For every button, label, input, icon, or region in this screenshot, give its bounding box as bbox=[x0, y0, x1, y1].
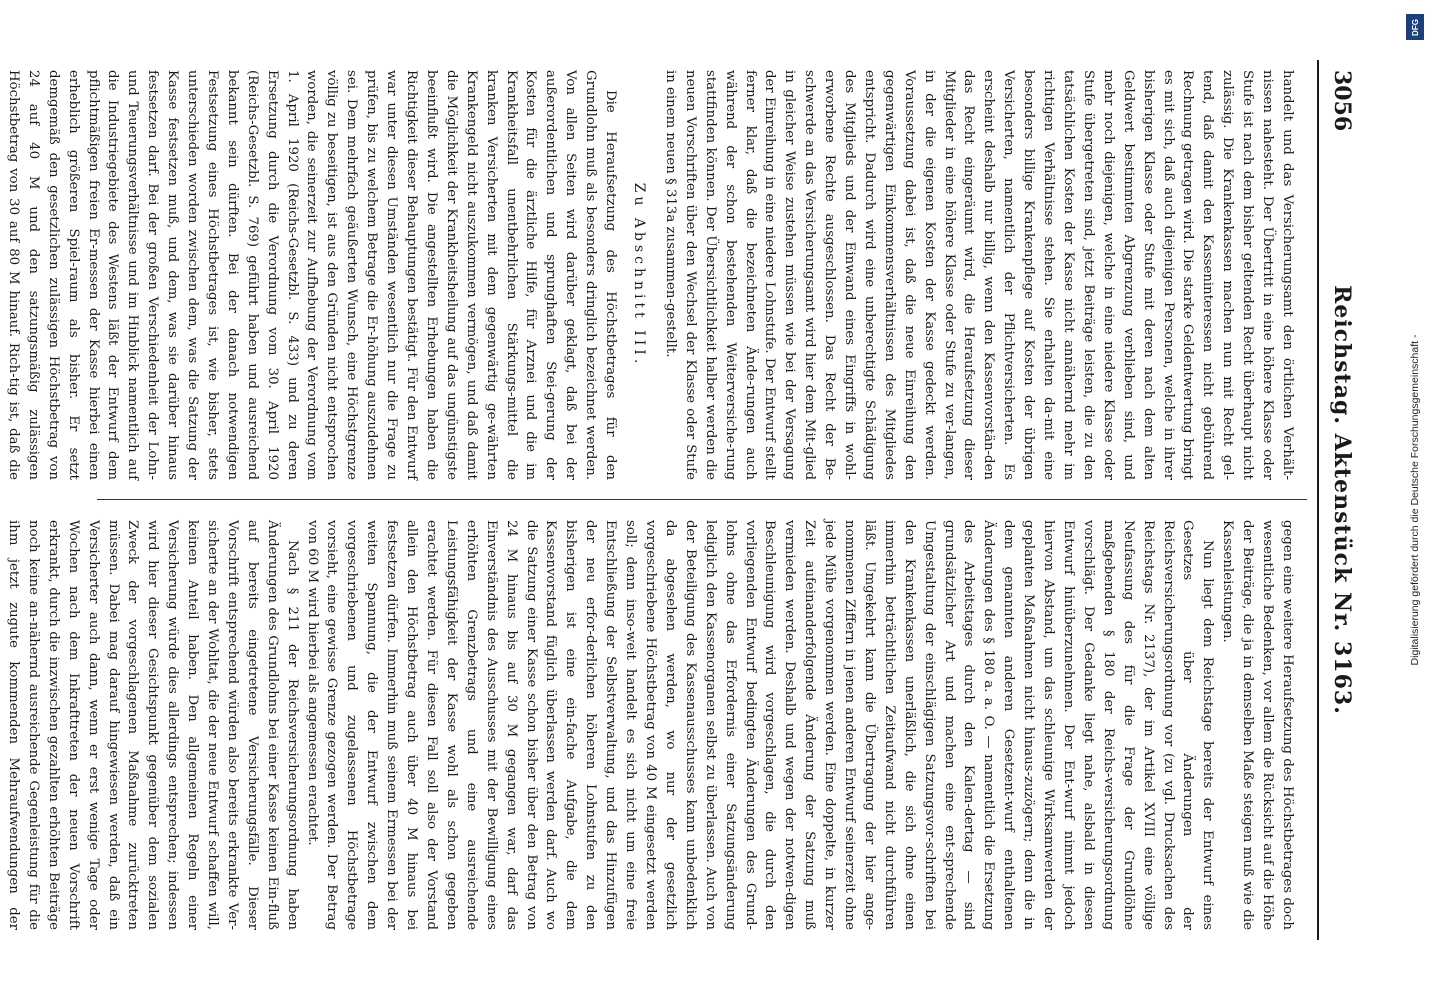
page-number: 3056 bbox=[1329, 70, 1355, 132]
page-header bbox=[1317, 60, 1367, 940]
document-page bbox=[5, 60, 1367, 940]
credit-text: Digitalisierung gefördert durch die Deutsche Forschungsgemeinschaft - bbox=[1409, 334, 1421, 666]
paragraph: handelt und das Versicherungsamt den örtlichen Verhält-nissen nahesteht. Der Übertritt in eine höhere Klasse oder Stufe ist nach dem bisher geltenden Recht überhaupt nicht zulässig. Die Krankenkassen machen nun mit Recht gel-tend, daß damit den Kasseninteressen nicht gebührend Rechnung getragen wird. Die starke Geldentwertung bringt es mit sich, daß auch diejenigen Personen, welche in ihrer bisherigen Klasse oder Stufe mit deren nach dem alten Geldwert bestimmten Abgrenzung verblieben sind, und mehr noch diejenigen, welche in eine niedere Klasse oder Stufe übergetreten sind, jetzt Beiträge leisten, die zu den tatsächlichen Kosten der Kasse nicht annähernd mehr im richtigen Verhältnisse stehen. Sie erhalten da-mit eine besonders billige Krankenpflege auf Kosten der übrigen Versicherten, namentlich der Pflichtversicherten. Es erscheint deshalb nur billig, wenn den Kassenvorstän-den das Recht eingeräumt wird, die Heraufsetzung dieser Mitglieder in eine höhere Klasse oder Stufe zu ver-langen, in der die eigenen Kosten der Kasse gedeckt werden. Voraussetzung dabei ist, daß die neue Einreihung den gegenwärtigen Einkommensverhältnissen des Mitgliedes entspricht. Dadurch wird eine unberechtigte Schädigung des Mitglieds und der Einwand eines Eingriffs in wohl-erworbene Rechte ausgeschlossen. Das Recht der Be-schwerde an das Versicherungsamt wird hier dem Mit-glied in gleicher Weise zustehen müssen wie bei der Versagung der Einreihung in eine niedere Lohnstufe. Der Entwurf stellt ferner klar, daß die bezeichneten Ände-rungen auch während der schon bestehenden Weiterversiche-rung stattfinden können. Der Übersichtlichkeit halber werden die neuen Vorschriften über den Wechsel der Klasse oder Stufe in einem neuen § 313a zusammen-gestellt. bbox=[662, 70, 1295, 480]
paragraph: Nach § 211 der Reichsversicherungsordnung haben Änderungen des Grundlohns bei einer Kasse keinen Ein-fluß auf bereits eingetretene Versicherungsfälle. Dieser Vorschrift entsprechend würden also bereits erkrankte Ver-sicherte an der Wohltat, die der neue Entwurf schaffen will, keinen Anteil haben. Den allgemeinen Regeln einer Versicherung würde dies allerdings entsprechen; indessen wird hier dieser Gesichtspunkt gegenüber dem sozialen Zweck der vorgeschlagenen Maßnahme zurücktreten müssen. Dabei mag darauf hingewiesen werden, daß ein Versicherter auch dann, wenn er erst wenige Tage oder Wochen nach dem Inkrafttreten der neuen Vorschrift erkrankt, durch die inzwischen gezahlten erhöhten Beiträge noch keine an-nähernd ausreichende Gegenleistung für die ihm jetzt zugute kommenden Mehraufwendungen der bbox=[6, 520, 300, 930]
left-column bbox=[5, 70, 1297, 480]
paragraph: Die Heraufsetzung des Höchstbetrages für den Grundlohn muß als besonders dringlich bezeichnet werden. Von allen Seiten wird darüber geklagt, daß bei der außerordentlichen und sprunghaften Stei-gerung der Kosten für die ärztliche Hilfe, für Arznei und die im Krankheitsfall unentbehrlichen Stärkungs-mittel die kranken Versicherten mit dem gegenwärtig ge-währten Krankengeld nicht auszukommen vermögen, und daß damit die Möglichkeit der Krankheitsheilung auf das ungünstigste beeinflußt wird. Die angestellten Erhebungen haben die Richtigkeit dieser Behauptungen bestätigt. Für den Entwurf war unter diesen Umständen wesentlich nur die Frage zu prüfen, bis zu welchem Betrage die Er-höhung auszudehnen sei. Dem mehrfach geäußerten Wunsch, eine Höchstgrenze völlig zu beseitigen, ist aus den Gründen nicht entsprochen worden, die seinerzeit zur Aufhebung der Verordnung vom 1. April 1920 (Reichs-Gesetzbl. S. 433) und zu deren Ersetzung durch die Verordnung vom 30. April 1920 (Reichs-Gesetzbl. S. 769) geführt haben und ausreichend bekannt sein dürften. Bei der danach notwendigen Festsetzung eines Höchstbetrages ist, wie bisher, stets unterschieden worden zwischen dem, was die Satzung der Kasse festsetzen muß, und dem, was sie darüber hinaus festsetzen darf. Bei der großen Verschiedenheit der Lohn- und Teuerungsverhältnisse und im Hinblick namentlich auf die Industriegebiete des Westens läßt der Entwurf dem pflichtmäßigen freien Er-messen der Kasse hierbei einen erheblich größeren Spiel-raum als bisher. Er setzt demgemäß den gesetzlichen zulässigen Höchstbetrag von 24 auf 40 M und den satzungsmäßig zulässigen Höchstbetrag von 30 auf 80 M hinauf. Rich-tig ist, daß die bbox=[5, 70, 619, 480]
paragraph: gegen eine weitere Heraufsetzung des Höchstbetrages doch wesentliche Bedenken, vor allem die Rücksicht auf die Höhe der Beiträge, die ja in demselben Maße steigen muß wie die Kassenleistungen. bbox=[1220, 520, 1295, 930]
column-divider bbox=[97, 499, 1307, 500]
right-column bbox=[6, 520, 1297, 930]
page-title: Reichstag. Aktenstück Nr. 3163. bbox=[1329, 285, 1355, 715]
dfg-logo: DFG bbox=[1406, 14, 1424, 40]
paragraph: Nun liegt dem Reichstage bereits der Entwurf eines Gesetzes über Änderungen der Reichsversicherungsordnung vor (zu vgl. Drucksachen des Reichstags Nr. 2137), der im Artikel XVIII eine völlige Neufassung des für die Frage der Grundlöhne maßgebenden § 180 der Reichs-versicherungsordnung vorschlägt. Der Gedanke liegt nahe, alsbald in diesen Entwurf hinüberzunehmen. Der Ent-wurf nimmt jedoch hiervon Abstand, um das schleunige Wirksamwerden der geplanten Maßnahmen nicht hinaus-zuzögern; denn die in dem genannten anderen Gesetzent-wurf enthaltenen Änderungen des § 180 a. a. O. — namentlich die Ersetzung des Arbeitstages durch den Kalen-dertag — sind grundsätzlicher Art und machen eine ent-sprechende Umgestaltung der einschlägigen Satzungsvor-schriften bei den Krankenkassen unerläßlich, die sich ohne einen immerhin beträchtlichen Zeitaufwand nicht durchführen läßt. Umgekehrt kann die Übertragung der hier ange-nommenen Ziffern in jenen anderen Entwurf seinerzeit ohne jede Mühe vorgenommen werden. Eine doppelte, in kurzer Zeit aufeinanderfolgende Änderung der Satzung muß vermieden werden. Deshalb und wegen der notwen-digen Beschleunigung wird vorgeschlagen, die durch den vorliegenden Entwurf bedingten Änderungen des Grund-lohns ohne das Erfordernis einer Satzungsänderung lediglich den Kassenorganen selbst zu überlassen. Auch von der Beteiligung des Kassenausschusses kann unbedenklich da abgesehen werden, wo nur der gesetzlich vorgeschriebene Höchstbetrag von 40 M eingesetzt werden soll; denn inso-weit handelt es sich nicht um eine freie Entschließung der Selbstverwaltung, und das Hinzufügen der neu erfor-derlichen höheren Lohnstufen zu den bisherigen ist eine ein-fache Aufgabe, die dem Kassenvorstand füglich überlassen werden darf. Auch wo die Satzung einer Kasse schon bisher über den Betrag von 24 M hinaus bis auf 30 M gegangen war, darf das Einverständnis des Ausschusses mit der Bewilligung eines erhöhten Grenzbetrags und eine ausreichende Leistungsfähigkeit der Kasse wohl als schon gegeben erachtet werden. Für diesen Fall soll also der Vorstand allein den Höchstbetrag auch über 40 M hinaus bei festsetzen dürfen. Immerhin muß seinem Ermessen bei der weiten Spannung, die der Entwurf zwischen dem vorgeschriebenen und zugelassenen Höchstbetrage vorsieht, eine gewisse Grenze gezogen werden. Der Betrag von 60 M wird hierbei als angemessen erachtet. bbox=[304, 520, 1216, 930]
digitization-credit bbox=[1400, 8, 1430, 992]
section-heading: Zu Abschnitt III. bbox=[631, 182, 647, 368]
